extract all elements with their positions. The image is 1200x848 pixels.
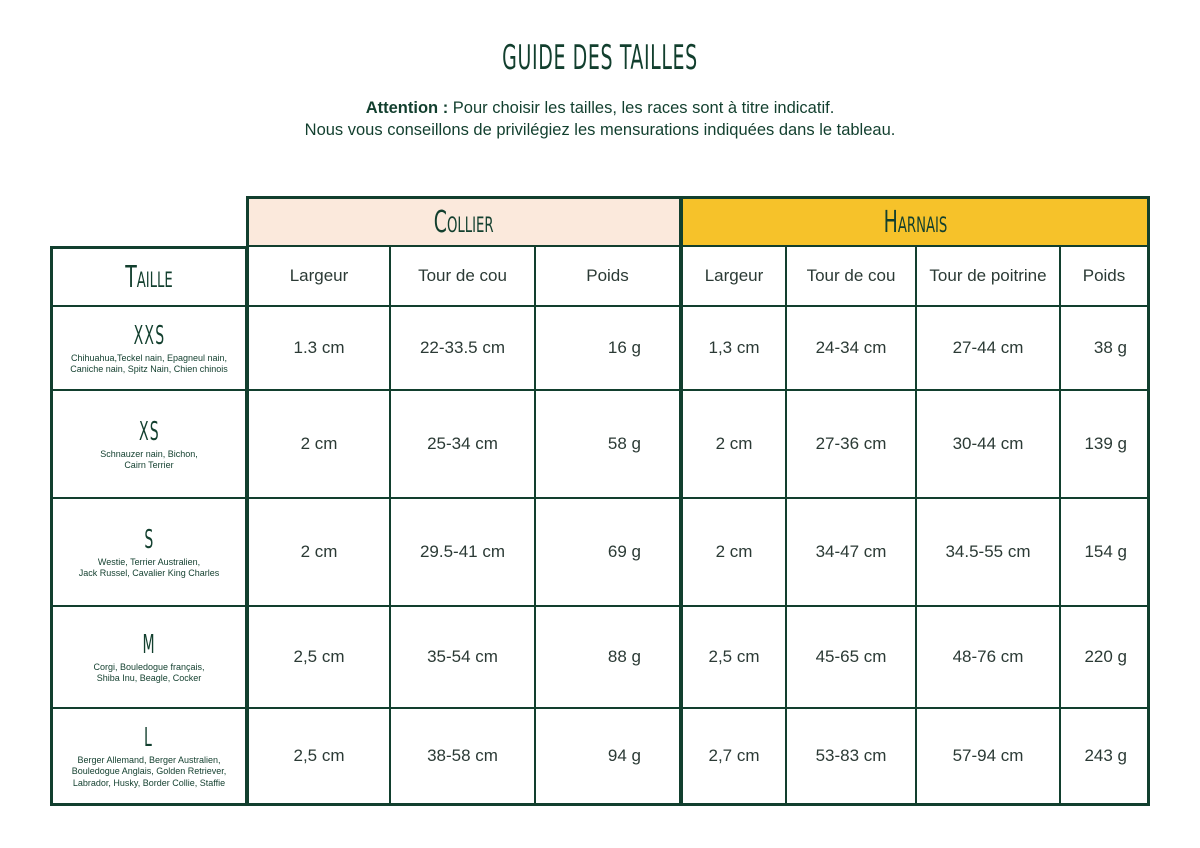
table-cell-value: 30-44 cm	[952, 434, 1024, 453]
table-cell-value: 58 g	[607, 434, 641, 453]
table-cell-value: 29.5-41 cm	[419, 542, 506, 561]
table-cell	[916, 306, 1060, 390]
table-cell	[535, 708, 680, 806]
table-cell	[916, 390, 1060, 498]
table-cell	[1060, 498, 1150, 606]
size-cell	[50, 606, 246, 708]
table-cell-value: 243 g	[1084, 746, 1127, 765]
breed-line: Jack Russel, Cavalier King Charles	[78, 568, 220, 578]
size-code: M	[142, 629, 156, 660]
size-cell	[50, 498, 246, 606]
harnais-label: Harnais	[883, 204, 947, 240]
table-cell	[916, 498, 1060, 606]
table-cell	[916, 708, 1060, 806]
breed-line: Berger Allemand, Berger Australien,	[77, 754, 221, 765]
table-cell-value: 25-34 cm	[427, 434, 498, 453]
table-cell	[535, 606, 680, 708]
table-cell-value: 57-94 cm	[952, 746, 1024, 765]
table-cell	[1060, 708, 1150, 806]
column-header-label: Tour de poitrine	[929, 266, 1047, 285]
column-header-label: Poids	[1082, 266, 1126, 285]
column-header	[680, 246, 786, 306]
table-cell	[246, 390, 390, 498]
size-breeds	[79, 557, 220, 580]
table-cell	[390, 606, 535, 708]
collier-header	[246, 196, 680, 246]
size-table	[50, 196, 1150, 806]
table-cell	[246, 708, 390, 806]
table-cell-value: 2 cm	[715, 434, 753, 453]
table-cell-value: 220 g	[1084, 647, 1127, 666]
table-cell-value: 35-54 cm	[427, 647, 498, 666]
column-header	[916, 246, 1060, 306]
size-breeds	[72, 755, 227, 790]
column-header-label: Tour de cou	[418, 266, 507, 285]
table-cell	[390, 390, 535, 498]
column-header-label: Tour de cou	[806, 266, 896, 285]
taille-header	[50, 246, 246, 306]
table-cell-value: 2 cm	[715, 542, 753, 561]
column-header-label: Poids	[586, 266, 629, 285]
table-cell-value: 2,7 cm	[708, 746, 760, 765]
table-cell	[246, 606, 390, 708]
table-cell-value: 16 g	[607, 338, 641, 357]
page-title: GUIDE DES TAILLES	[502, 38, 698, 78]
breed-line: Shiba Inu, Beagle, Cocker	[96, 673, 202, 683]
size-cell	[50, 390, 246, 498]
table-cell	[786, 498, 916, 606]
size-breeds	[93, 662, 204, 685]
column-header	[535, 246, 680, 306]
table-cell-value: 45-65 cm	[815, 647, 887, 666]
column-header	[246, 246, 390, 306]
column-header	[390, 246, 535, 306]
table-cell	[786, 708, 916, 806]
size-cell	[50, 306, 246, 390]
table-cell	[535, 498, 680, 606]
breed-line: Caniche nain, Spitz Nain, Chien chinois	[70, 364, 228, 374]
collier-label: Collier	[434, 204, 494, 240]
table-cell-value: 2,5 cm	[708, 647, 760, 666]
table-cell	[1060, 306, 1150, 390]
table-cell	[680, 306, 786, 390]
table-cell-value: 69 g	[607, 542, 641, 561]
size-cell	[50, 708, 246, 806]
column-header-label: Largeur	[289, 266, 349, 285]
table-cell	[390, 498, 535, 606]
table-cell-value: 154 g	[1084, 542, 1127, 561]
table-cell-value: 88 g	[607, 647, 641, 666]
size-code: S	[143, 524, 155, 555]
table-cell	[786, 606, 916, 708]
breed-line: Westie, Terrier Australien,	[97, 556, 201, 567]
column-header-label: Largeur	[704, 266, 764, 285]
table-cell-value: 34-47 cm	[815, 542, 887, 561]
table-cell	[1060, 606, 1150, 708]
note-line-2: Nous vous conseillons de privilégiez les mensurations indiquées dans le tableau.	[304, 121, 896, 139]
table-cell	[1060, 390, 1150, 498]
table-cell-value: 2 cm	[300, 434, 338, 453]
table-cell-value: 38 g	[1093, 338, 1127, 357]
breed-line: Cairn Terrier	[124, 460, 174, 470]
harnais-header	[680, 196, 1150, 246]
table-cell-value: 24-34 cm	[815, 338, 887, 357]
breed-line: Bouledogue Anglais, Golden Retriever,	[71, 766, 227, 777]
table-cell	[535, 306, 680, 390]
table-cell	[535, 390, 680, 498]
table-cell	[246, 498, 390, 606]
table-cell	[680, 498, 786, 606]
table-cell	[390, 306, 535, 390]
table-cell-value: 22-33.5 cm	[419, 338, 506, 357]
table-cell-value: 53-83 cm	[815, 746, 887, 765]
table-cell	[680, 708, 786, 806]
table-cell-value: 2,5 cm	[293, 746, 345, 765]
size-code: L	[144, 722, 154, 753]
table-cell-value: 2 cm	[300, 542, 338, 561]
size-breeds	[100, 449, 198, 472]
table-cell-value: 38-58 cm	[427, 746, 498, 765]
breed-line: Labrador, Husky, Border Collie, Staffie	[72, 777, 226, 788]
table-cell	[246, 306, 390, 390]
note-line-1-text: Pour choisir les tailles, les races sont à titre indicatif.	[448, 99, 835, 117]
table-cell	[680, 606, 786, 708]
attention-note	[0, 97, 1200, 141]
breed-line: Corgi, Bouledogue français,	[93, 661, 205, 672]
note-bold: Attention :	[365, 99, 449, 117]
size-code: XXS	[133, 320, 165, 351]
table-cell-value: 2,5 cm	[293, 647, 345, 666]
table-cell	[390, 708, 535, 806]
note-line-1	[0, 97, 1200, 119]
table-cell-value: 1.3 cm	[293, 338, 345, 357]
table-cell-value: 27-44 cm	[952, 338, 1024, 357]
table-cell-value: 1,3 cm	[708, 338, 760, 357]
table-cell-value: 94 g	[607, 746, 641, 765]
table-cell	[786, 390, 916, 498]
breed-line: Schnauzer nain, Bichon,	[100, 448, 198, 459]
size-code: XS	[138, 416, 160, 447]
column-header	[786, 246, 916, 306]
breed-line: Chihuahua,Teckel nain, Epagneul nain,	[70, 352, 228, 363]
table-cell-value: 27-36 cm	[815, 434, 887, 453]
table-cell	[916, 606, 1060, 708]
taille-label: Taille	[125, 259, 173, 295]
table-cell-value: 34.5-55 cm	[945, 542, 1031, 561]
table-cell-value: 48-76 cm	[952, 647, 1024, 666]
table-cell	[680, 390, 786, 498]
table-cell-value: 139 g	[1084, 434, 1127, 453]
table-cell	[786, 306, 916, 390]
column-header	[1060, 246, 1150, 306]
size-breeds	[70, 353, 228, 376]
